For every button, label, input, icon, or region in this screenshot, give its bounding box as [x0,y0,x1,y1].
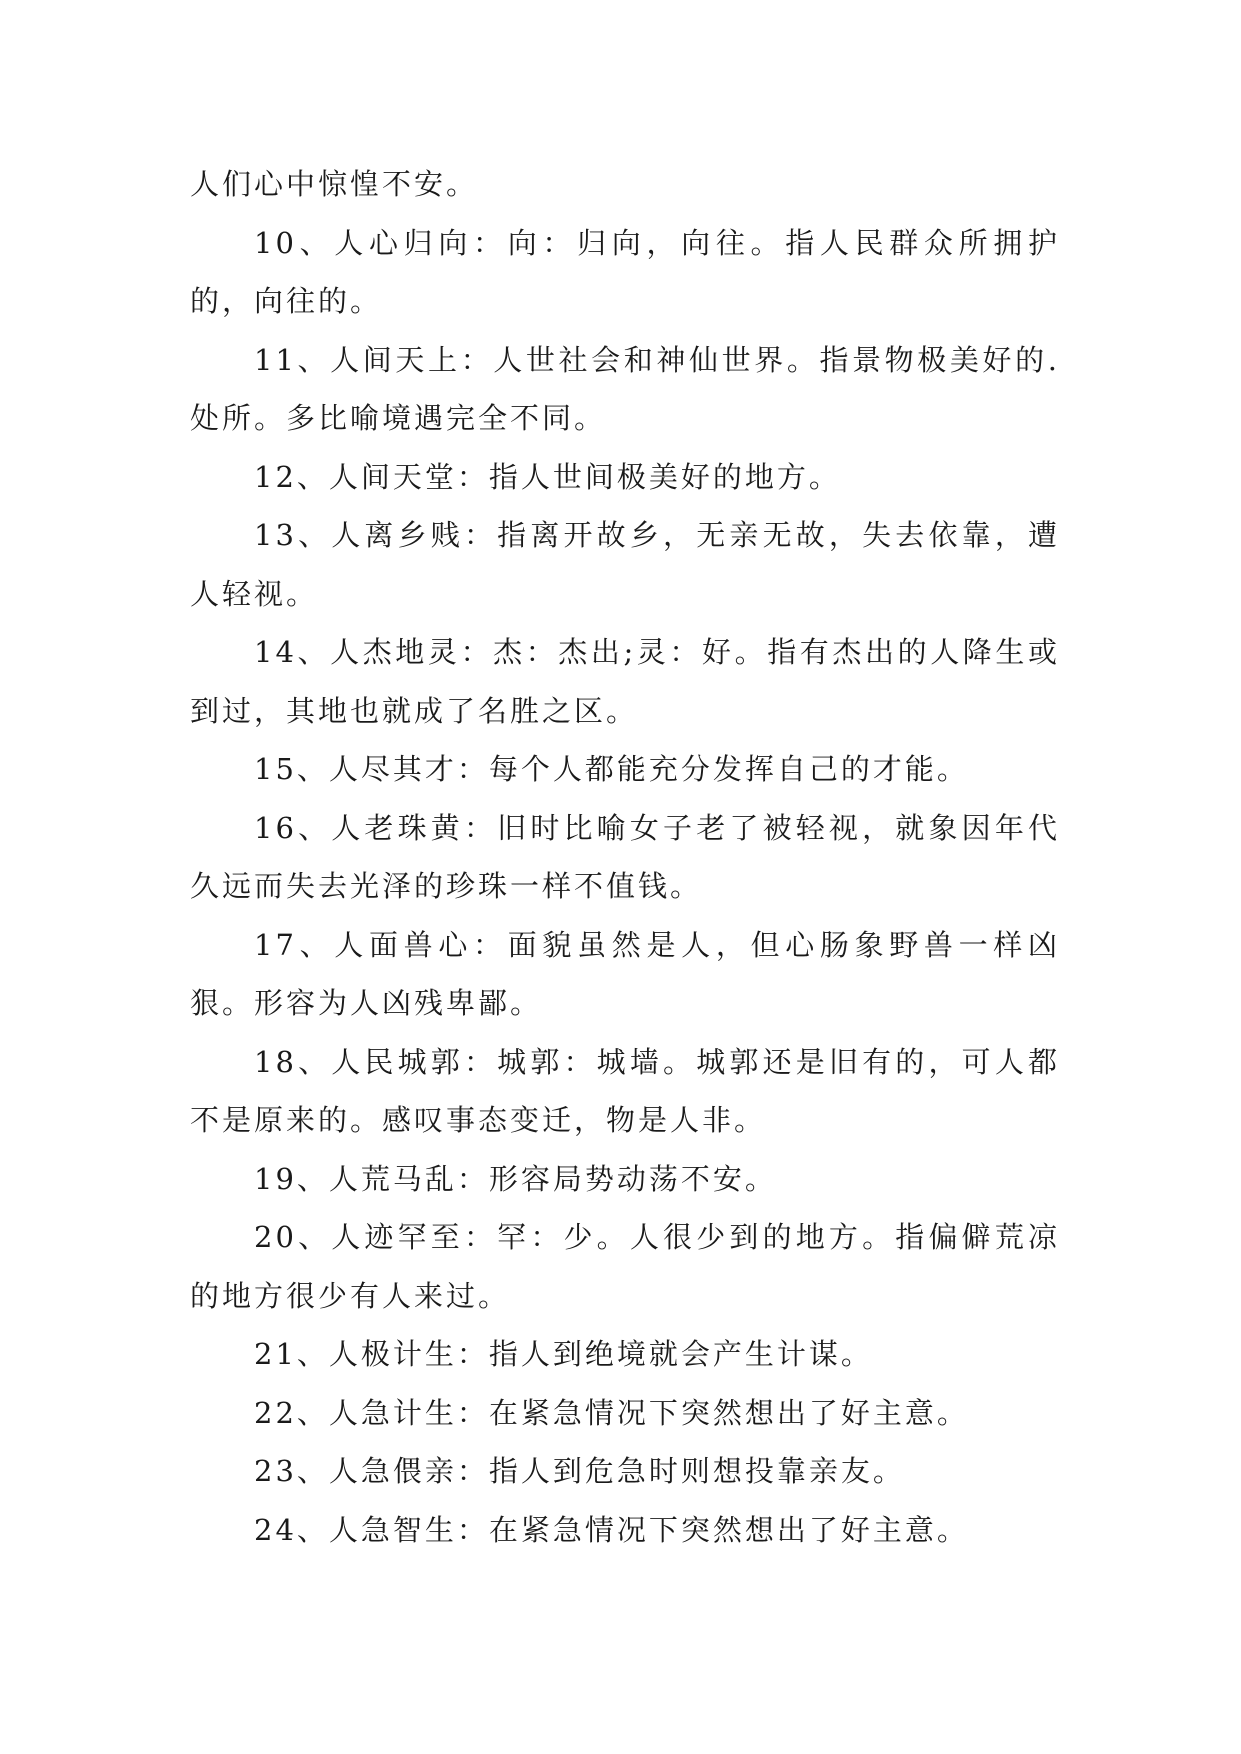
idiom-entry-13: 13、人离乡贱：指离开故乡，无亲无故，失去依靠，遭人轻视。 [190,518,1060,611]
idiom-entry-23: 23、人急偎亲：指人到危急时则想投靠亲友。 [254,1454,905,1488]
idiom-entry-15: 15、人尽其才：每个人都能充分发挥自己的才能。 [254,752,969,786]
idiom-entry-10: 10、人心归向：向：归向，向往。指人民群众所拥护的，向往的。 [190,225,1060,318]
idiom-entry-24: 24、人急智生：在紧急情况下突然想出了好主意。 [254,1512,969,1547]
idiom-entry-18: 18、人民城郭：城郭：城墙。城郭还是旧有的，可人都不是原来的。感叹事态变迁，物是人非。 [190,1044,1060,1137]
idiom-entry-17: 17、人面兽心：面貌虽然是人，但心肠象野兽一样凶狠。形容为人凶残卑鄙。 [190,927,1060,1020]
idiom-entry-20: 20、人迹罕至：罕：少。人很少到的地方。指偏僻荒凉的地方很少有人来过。 [190,1220,1060,1313]
idiom-entry-12: 12、人间天堂：指人世间极美好的地方。 [254,459,841,494]
idiom-entry-22: 22、人急计生：在紧急情况下突然想出了好主意。 [254,1395,969,1430]
idiom-entry-16: 16、人老珠黄：旧时比喻女子老了被轻视，就象因年代久远而失去光泽的珍珠一样不值钱。 [190,810,1060,903]
paragraph-continuation: 人们心中惊惶不安。 [190,167,479,201]
idiom-entry-19: 19、人荒马乱：形容局势动荡不安。 [254,1161,777,1196]
idiom-entry-14: 14、人杰地灵：杰：杰出;灵：好。指有杰出的人降生或到过，其地也就成了名胜之区。 [190,635,1060,728]
idiom-entry-11: 11、人间天上：人世社会和神仙世界。指景物极美好的.处所。多比喻境遇完全不同。 [190,342,1060,435]
document-body [190,155,1060,1559]
idiom-entry-21: 21、人极计生：指人到绝境就会产生计谋。 [254,1337,873,1371]
